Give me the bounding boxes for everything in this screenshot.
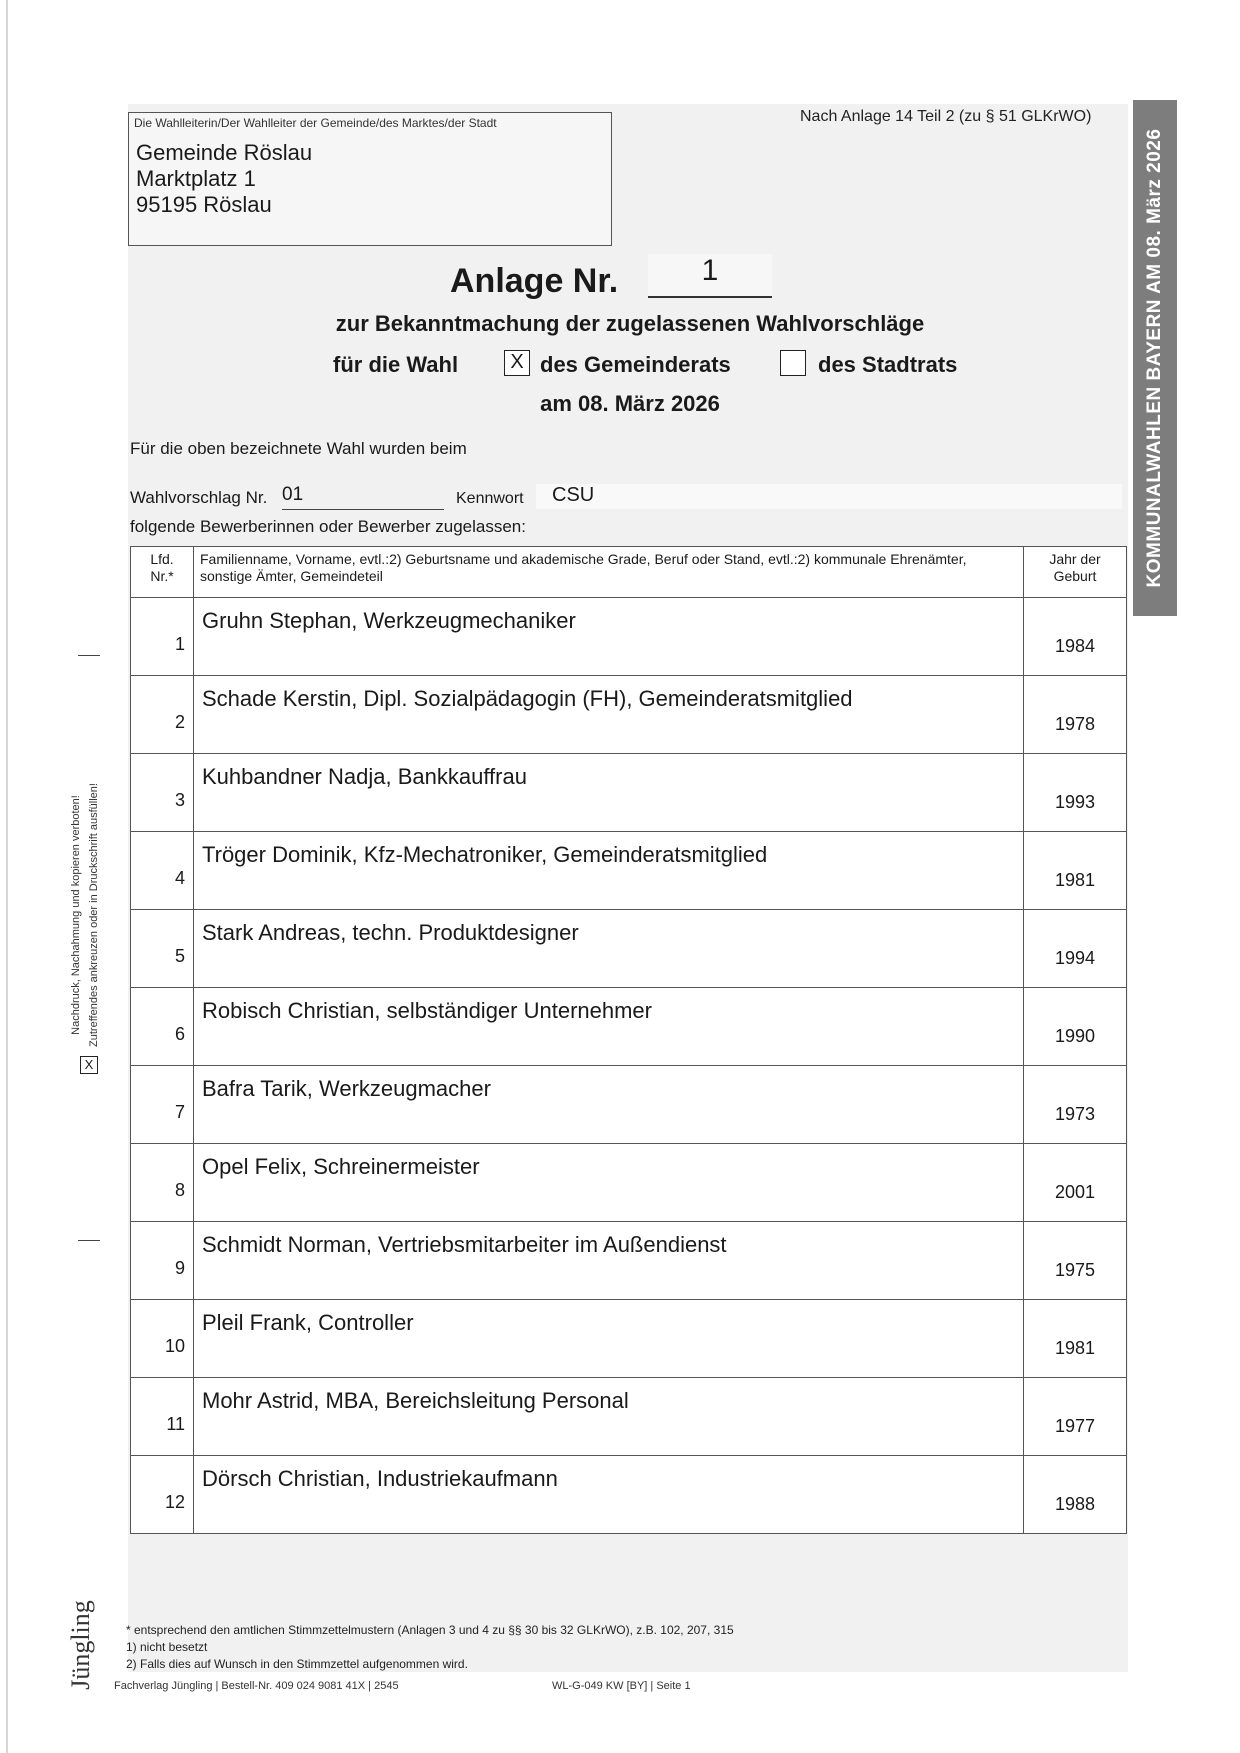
table-row	[131, 1456, 1127, 1534]
candidate-birth-year-cell	[1024, 832, 1127, 910]
page-subtitle: zur Bekanntmachung der zugelassenen Wahlvorschläge	[335, 311, 925, 336]
candidate-birth-year: 1993	[1054, 792, 1096, 812]
column-header-name: Familienname, Vorname, evtl.:2) Geburtsname und akademische Grade, Beruf oder Stand, evtl.:2) kommunale Ehrenämter, sonstige Ämter, Gemeindeteil	[194, 547, 1024, 598]
fold-mark	[78, 655, 100, 656]
candidate-number-cell	[131, 1456, 194, 1534]
candidate-birth-year-cell	[1024, 910, 1127, 988]
candidate-name: Bafra Tarik, Werkzeugmacher	[202, 1076, 491, 1101]
candidate-birth-year-cell	[1024, 1378, 1127, 1456]
election-date: am 08. März 2026	[540, 391, 720, 416]
election-prefix: für die Wahl	[333, 352, 459, 377]
candidate-number: 10	[164, 1336, 185, 1356]
margin-note-text: Zutreffendes ankreuzen oder in Druckschrift ausfüllen!	[88, 783, 100, 1047]
address-line: Marktplatz 1	[136, 166, 256, 191]
candidate-birth-year-cell	[1024, 1300, 1127, 1378]
candidate-name-cell	[194, 1378, 1024, 1456]
candidate-number-cell	[131, 1300, 194, 1378]
candidate-number: 9	[174, 1258, 185, 1278]
margin-note-2	[76, 760, 112, 1070]
candidate-number-cell	[131, 1144, 194, 1222]
form-code: WL-G-049 KW [BY] | Seite 1	[552, 1680, 691, 1692]
council-checkbox[interactable]: X	[504, 350, 530, 376]
city-council-option-label: des Stadtrats	[818, 352, 958, 377]
column-header-year: Jahr der Geburt	[1024, 547, 1127, 598]
candidate-birth-year-cell	[1024, 988, 1127, 1066]
keyword-label: Kennwort	[456, 490, 524, 507]
candidate-birth-year-cell	[1024, 676, 1127, 754]
candidate-number: 7	[174, 1102, 185, 1122]
table-row	[131, 1066, 1127, 1144]
column-header-nr: Lfd. Nr.*	[131, 547, 194, 598]
proposal-label: Wahlvorschlag Nr.	[130, 488, 268, 507]
candidate-name-cell	[194, 1066, 1024, 1144]
intro-text: Für die oben bezeichnete Wahl wurden beim	[130, 439, 467, 458]
form-reference: Nach Anlage 14 Teil 2 (zu § 51 GLKrWO)	[800, 108, 1092, 125]
candidate-name-cell	[194, 598, 1024, 676]
candidate-birth-year-cell	[1024, 1456, 1127, 1534]
table-row	[131, 910, 1127, 988]
candidate-number-cell	[131, 598, 194, 676]
candidate-birth-year: 1988	[1054, 1494, 1096, 1514]
footnote: * entsprechend den amtlichen Stimmzettelmustern (Anlagen 3 und 4 zu §§ 30 bis 32 GLKrWO), z.B. 102, 207, 315	[126, 1623, 734, 1637]
table-row	[131, 1378, 1127, 1456]
candidate-name: Robisch Christian, selbständiger Unternehmer	[202, 998, 652, 1023]
candidate-number-cell	[131, 1378, 194, 1456]
side-banner-text: KOMMUNALWAHLEN BAYERN AM 08. März 2026	[1144, 128, 1165, 588]
candidate-birth-year: 1984	[1054, 636, 1096, 656]
anlage-number: 1	[701, 254, 719, 287]
candidate-number: 6	[174, 1024, 185, 1044]
candidate-birth-year: 1990	[1054, 1026, 1096, 1046]
footnote: 2) Falls dies auf Wunsch in den Stimmzettel aufgenommen wird.	[126, 1657, 468, 1671]
publisher-info: Fachverlag Jüngling | Bestell-Nr. 409 024 9081 41X | 2545	[114, 1680, 399, 1692]
address-line: Gemeinde Röslau	[136, 140, 313, 165]
candidate-name-cell	[194, 1456, 1024, 1534]
candidate-number-cell	[131, 1066, 194, 1144]
candidate-birth-year-cell	[1024, 1066, 1127, 1144]
candidate-birth-year: 1975	[1054, 1260, 1096, 1280]
footnote: 1) nicht besetzt	[126, 1640, 208, 1654]
followup-text: folgende Bewerberinnen oder Bewerber zugelassen:	[130, 517, 526, 536]
candidate-number: 4	[174, 868, 185, 888]
candidate-birth-year-cell	[1024, 1222, 1127, 1300]
candidate-name-cell	[194, 676, 1024, 754]
candidate-name: Kuhbandner Nadja, Bankkauffrau	[202, 764, 527, 789]
candidate-name: Mohr Astrid, MBA, Bereichsleitung Personal	[202, 1388, 629, 1413]
candidate-birth-year-cell	[1024, 754, 1127, 832]
table-row	[131, 1144, 1127, 1222]
candidate-name-cell	[194, 1144, 1024, 1222]
logo-text: Jüngling	[66, 1600, 95, 1690]
address-line: 95195 Röslau	[136, 192, 272, 217]
candidate-birth-year-cell	[1024, 1144, 1127, 1222]
candidate-number-cell	[131, 988, 194, 1066]
city-council-checkbox[interactable]	[780, 350, 806, 376]
candidate-name: Schade Kerstin, Dipl. Sozialpädagogin (FH), Gemeinderatsmitglied	[202, 686, 853, 711]
candidate-number-cell	[131, 754, 194, 832]
candidate-name: Tröger Dominik, Kfz-Mechatroniker, Gemeinderatsmitglied	[202, 842, 768, 867]
candidate-name-cell	[194, 910, 1024, 988]
candidate-birth-year: 1994	[1054, 948, 1096, 968]
table-row	[131, 754, 1127, 832]
candidate-number-cell	[131, 910, 194, 988]
candidate-name-cell	[194, 988, 1024, 1066]
keyword-field[interactable]: CSU	[536, 484, 1122, 509]
table-row	[131, 832, 1127, 910]
candidate-birth-year: 1981	[1054, 1338, 1096, 1358]
table-row	[131, 676, 1127, 754]
margin-checkbox: X	[80, 1056, 98, 1074]
candidate-name-cell	[194, 754, 1024, 832]
table-header-row	[131, 547, 1127, 598]
candidate-number: 11	[166, 1414, 185, 1434]
candidate-name: Pleil Frank, Controller	[202, 1310, 414, 1335]
margin-note-text: Nachdruck, Nachahmung und kopieren verboten!	[70, 795, 82, 1035]
candidate-number: 5	[174, 946, 185, 966]
candidate-number: 8	[174, 1180, 185, 1200]
candidate-name: Schmidt Norman, Vertriebsmitarbeiter im Außendienst	[202, 1232, 727, 1257]
page-title: Anlage Nr.	[450, 262, 619, 300]
candidate-number: 3	[174, 790, 185, 810]
candidate-birth-year: 1977	[1054, 1416, 1096, 1436]
candidate-name-cell	[194, 1300, 1024, 1378]
page-edge-shadow	[6, 0, 8, 1753]
candidate-name-cell	[194, 1222, 1024, 1300]
authority-caption: Die Wahlleiterin/Der Wahlleiter der Gemeinde/des Marktes/der Stadt	[134, 116, 497, 130]
table-row	[131, 598, 1127, 676]
candidate-number: 1	[174, 634, 185, 654]
candidates-table	[130, 546, 1127, 1534]
candidate-birth-year: 1981	[1054, 870, 1096, 890]
fold-mark	[78, 1240, 100, 1241]
council-option-label: des Gemeinderats	[540, 352, 731, 377]
candidate-number-cell	[131, 676, 194, 754]
table-row	[131, 1300, 1127, 1378]
table-row	[131, 988, 1127, 1066]
proposal-number-field[interactable]: 01	[282, 484, 444, 510]
candidate-name: Gruhn Stephan, Werkzeugmechaniker	[202, 608, 576, 633]
candidate-number: 2	[174, 712, 185, 732]
candidate-birth-year-cell	[1024, 598, 1127, 676]
publisher-logo	[58, 1590, 104, 1700]
candidate-name: Dörsch Christian, Industriekaufmann	[202, 1466, 558, 1491]
candidate-number-cell	[131, 1222, 194, 1300]
candidate-birth-year: 1978	[1054, 714, 1096, 734]
candidate-number: 12	[164, 1492, 185, 1512]
candidates-table-body	[131, 598, 1127, 1534]
candidate-name: Stark Andreas, techn. Produktdesigner	[202, 920, 579, 945]
candidate-name-cell	[194, 832, 1024, 910]
candidate-birth-year: 2001	[1054, 1182, 1096, 1202]
table-row	[131, 1222, 1127, 1300]
candidate-name: Opel Felix, Schreinermeister	[202, 1154, 480, 1179]
candidate-number-cell	[131, 832, 194, 910]
candidate-birth-year: 1973	[1054, 1104, 1096, 1124]
side-banner	[1133, 100, 1177, 616]
